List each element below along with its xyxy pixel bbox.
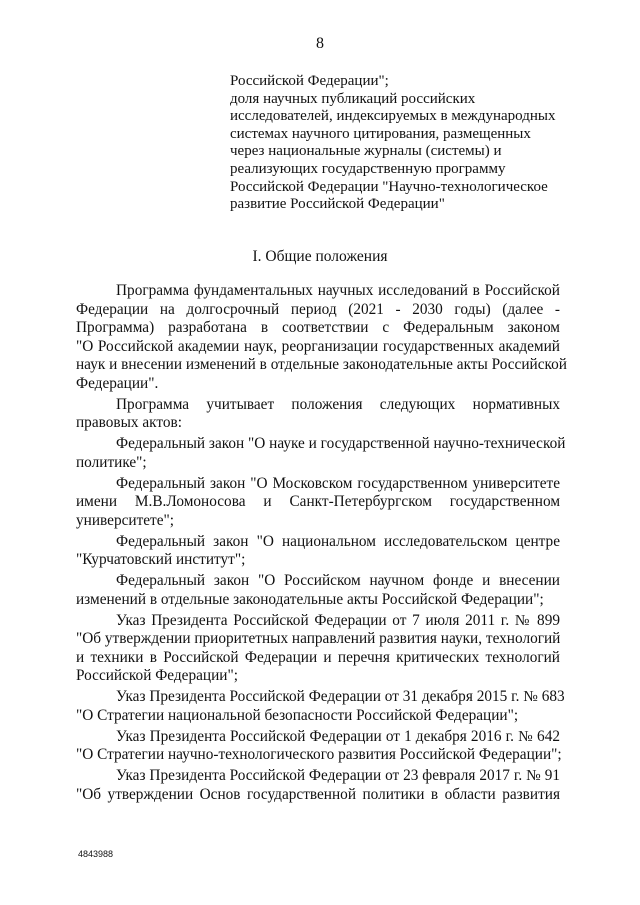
indicator-line: реализующих государственную программу — [230, 160, 506, 177]
text-line: имени М.В.Ломоносова и Санкт-Петербургском государственном — [76, 493, 560, 510]
indicator-line: Российской Федерации"; — [230, 73, 389, 89]
text-line: "Об утверждении приоритетных направлений развития науки, технологий — [76, 630, 561, 647]
text-line: политике"; — [76, 453, 147, 471]
text-line: Указ Президента Российской Федерации от 23 февраля 2017 г. № 91 — [116, 767, 560, 784]
text-line: Федеральный закон "О национальном исследовательском центре — [116, 532, 560, 550]
legal-act-item — [76, 572, 560, 609]
legal-act-item — [76, 475, 560, 531]
text-line: Указ Президента Российской Федерации от 1 декабря 2016 г. № 642 — [116, 727, 560, 745]
text-line: "О Российской академии наук, реорганизации государственных академий — [76, 337, 560, 355]
text-line: Федеральный закон "О Российском научном фонде и внесении — [116, 572, 560, 589]
text-line: Федерации". — [76, 374, 159, 392]
indicator-line: исследователей, индексируемых в международных — [230, 108, 556, 125]
page-number: 8 — [316, 35, 324, 52]
indicator-line: системах научного цитирования, размещенных — [230, 125, 531, 142]
text-line: "О Стратегии научно-технологического развития Российской Федерации"; — [76, 746, 562, 763]
legal-act-item — [76, 688, 565, 725]
indicator-line: доля научных публикаций российских — [230, 90, 476, 107]
text-line: Программа фундаментальных научных исследований в Российской — [116, 282, 560, 299]
legal-act-item — [76, 728, 560, 765]
text-line: Указ Президента Российской Федерации от 31 декабря 2015 г. № 683 — [116, 688, 565, 705]
text-line: изменений в отдельные законодательные акты Российской Федерации"; — [76, 590, 544, 608]
text-line: Программа) разработана в соответствии с Федеральным законом — [76, 319, 560, 336]
indicator-line: через национальные журналы (системы) и — [230, 143, 502, 160]
text-line: Программа учитывает положения следующих нормативных — [116, 395, 560, 413]
text-line: "О Стратегии национальной безопасности Российской Федерации"; — [76, 706, 519, 724]
text-line: Указ Президента Российской Федерации от 7 июля 2011 г. № 899 — [116, 611, 560, 629]
indicator-list-continuation — [230, 73, 590, 214]
text-line: Российской Федерации"; — [76, 667, 238, 684]
document-body — [76, 282, 567, 807]
legal-act-item — [76, 767, 560, 804]
text-line: Федерации на долгосрочный период (2021 - 2030 годы) (далее - — [76, 300, 560, 318]
section-title: I. Общие положения — [252, 248, 388, 265]
text-line: "Курчатовский институт"; — [76, 551, 246, 568]
indicator-line: развитие Российской Федерации" — [230, 196, 445, 213]
indicator-line: Российской Федерации "Научно-технологическое — [230, 178, 548, 195]
document-id: 4843988 — [78, 849, 114, 859]
text-line: Федеральный закон "О Московском государственном университете — [116, 474, 560, 492]
text-line: "Об утверждении Основ государственной политики в области развития — [76, 785, 560, 803]
legal-act-item — [76, 533, 560, 570]
text-line: наук и внесении изменений в отдельные законодательные акты Российской — [76, 356, 567, 373]
text-line: правовых актов: — [76, 414, 182, 431]
legal-act-item — [76, 435, 566, 472]
text-line: Федеральный закон "О науке и государственной научно-технической — [116, 435, 566, 452]
text-line: и техники в Российской Федерации и перечня критических технологий — [76, 648, 560, 666]
paragraph-legal-acts-intro — [76, 396, 560, 433]
text-line: университете"; — [76, 511, 175, 529]
paragraph-program-basis — [76, 282, 567, 393]
legal-act-item — [76, 612, 560, 686]
